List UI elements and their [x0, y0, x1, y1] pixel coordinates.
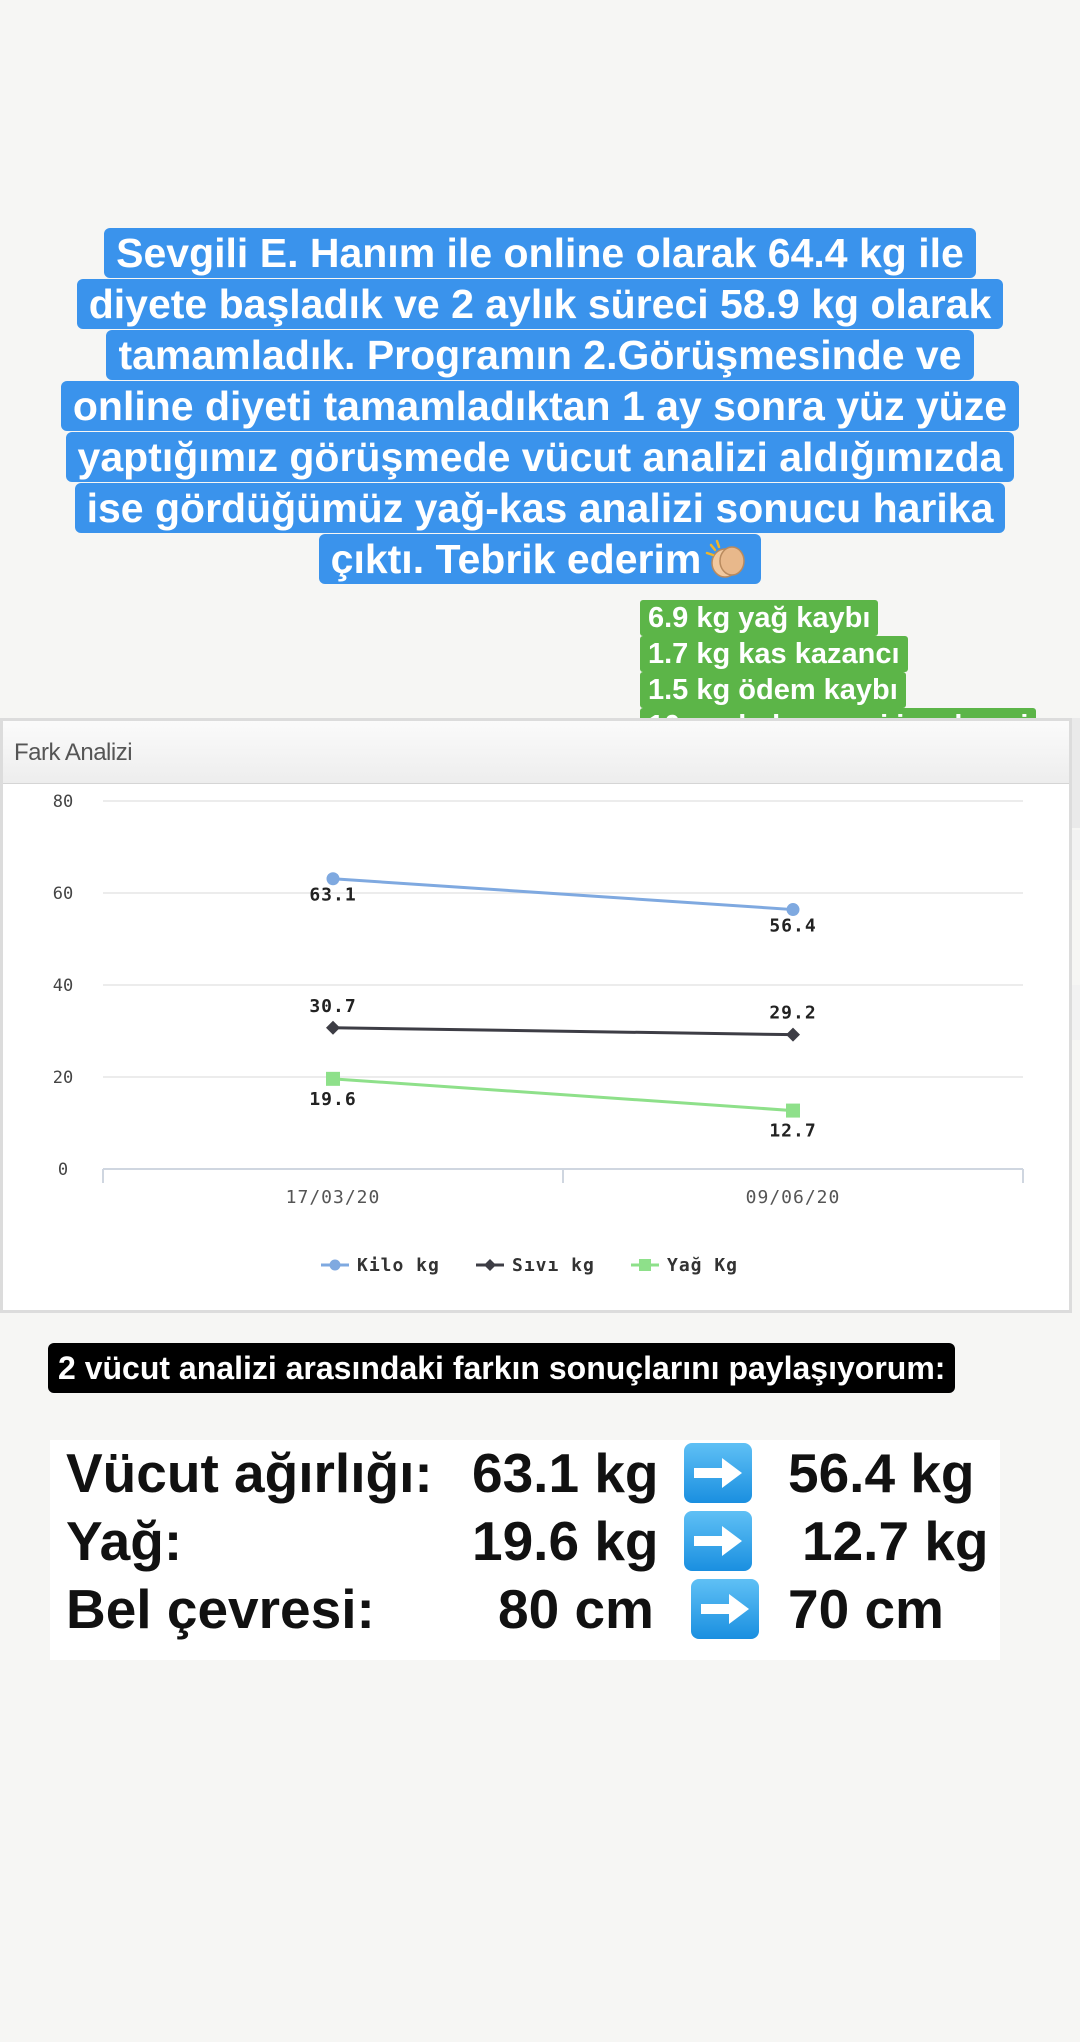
series-line — [333, 1028, 793, 1035]
data-point-square — [326, 1072, 340, 1086]
intro-text-highlight — [61, 228, 1019, 584]
right-arrow-icon — [684, 1443, 752, 1503]
comparison-row — [66, 1508, 996, 1574]
share-caption: 2 vücut analizi arasındaki farkın sonuçlarını paylaşıyorum: — [48, 1343, 955, 1393]
comparison-row — [66, 1440, 996, 1506]
y-tick-label: 0 — [57, 1160, 69, 1180]
data-point-square — [786, 1104, 800, 1118]
legend-marker — [330, 1260, 341, 1271]
clapping-hands-icon — [705, 539, 749, 579]
comparison-row — [66, 1576, 996, 1642]
data-point-circle — [787, 903, 800, 916]
series-line — [333, 879, 793, 910]
edge-fragment — [1072, 830, 1080, 880]
comparison-after: 56.4 kg — [788, 1442, 975, 1504]
stat-line: 1.5 kg ödem kaybı — [640, 672, 906, 708]
data-label: 12.7 — [769, 1120, 817, 1142]
x-tick-label: 09/06/20 — [745, 1187, 841, 1208]
chart-panel — [0, 718, 1072, 1313]
comparison-panel — [50, 1440, 1000, 1660]
edge-fragment — [1072, 985, 1080, 1040]
comparison-before: 63.1 kg — [472, 1442, 659, 1504]
comparison-label: Vücut ağırlığı: — [66, 1442, 433, 1504]
comparison-after: 12.7 kg — [802, 1510, 989, 1572]
data-point-diamond — [326, 1021, 340, 1035]
series-line — [333, 1079, 793, 1111]
data-label: 29.2 — [769, 1002, 817, 1024]
comparison-label: Yağ: — [66, 1510, 183, 1572]
stat-line: 6.9 kg yağ kaybı — [640, 600, 878, 636]
intro-caption — [60, 228, 1020, 585]
line-chart — [3, 721, 1069, 1310]
comparison-before: 19.6 kg — [472, 1510, 659, 1572]
edge-fragment — [1072, 718, 1080, 828]
comparison-label: Bel çevresi: — [66, 1578, 375, 1640]
data-label: 63.1 — [309, 884, 357, 906]
data-label: 30.7 — [309, 995, 357, 1017]
y-tick-label: 20 — [52, 1068, 74, 1088]
legend-marker — [639, 1259, 651, 1271]
data-point-circle — [327, 872, 340, 885]
y-tick-label: 40 — [52, 976, 74, 996]
right-arrow-icon — [684, 1511, 752, 1571]
y-tick-label: 80 — [52, 792, 74, 812]
legend-marker — [484, 1259, 496, 1271]
legend-label: Yağ Kg — [667, 1255, 739, 1276]
data-label: 19.6 — [309, 1088, 357, 1110]
legend-label: Kilo kg — [357, 1255, 440, 1276]
x-tick-label: 17/03/20 — [285, 1187, 381, 1208]
chart-title: Fark Analizi — [14, 739, 133, 766]
comparison-after: 70 cm — [788, 1578, 944, 1640]
legend-label: Sıvı kg — [512, 1255, 595, 1276]
stat-line: 1.7 kg kas kazancı — [640, 636, 908, 672]
comparison-before: 80 cm — [498, 1578, 654, 1640]
y-tick-label: 60 — [52, 884, 74, 904]
right-arrow-icon — [691, 1579, 759, 1639]
data-point-diamond — [786, 1028, 800, 1042]
intro-text: Sevgili E. Hanım ile online olarak 64.4 kg ile diyete başladık ve 2 aylık süreci 58.9 kg olarak tamamladık. Programın 2.Görüşmesinde ve online diyeti tamamladıktan 1 ay sonra yüz yüze yaptığımız görüşmede vücut analizi aldığımızda ise gördüğümüz yağ-kas analizi sonucu harika çıktı. Tebrik ederim — [72, 230, 1008, 582]
data-label: 56.4 — [769, 915, 817, 937]
